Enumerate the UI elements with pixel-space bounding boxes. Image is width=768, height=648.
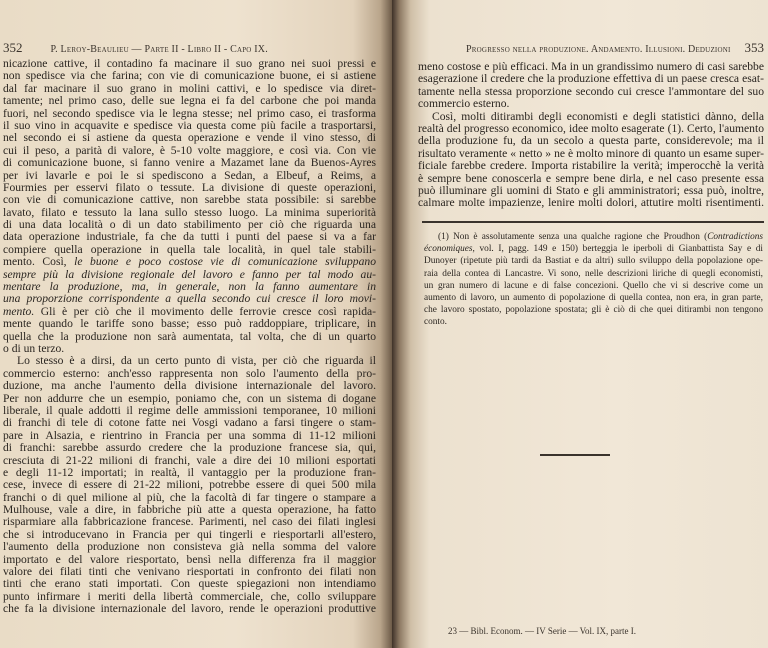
text-segment: Per non addurre che un esempio, poniamo che, con un sistema di dogane — [3, 392, 376, 405]
text-segment: nel secondo ei si astiene da questa operazione e vende il vino stesso, di — [3, 132, 376, 145]
text-line — [3, 132, 376, 144]
text-line — [418, 73, 764, 85]
italic-text: Contradictions — [707, 232, 763, 242]
text-segment: o di un terzo. — [3, 342, 65, 355]
text-line — [3, 442, 376, 454]
text-line — [3, 380, 376, 392]
text-segment: commercio esterno. — [418, 98, 510, 111]
text-line — [418, 135, 764, 147]
end-rule — [540, 454, 610, 456]
text-segment: quella che la produzione non sarà aumentata, tal volta, che di un quarto — [3, 330, 376, 343]
text-segment: meno costose e più efficaci. Ma in un grandissimo numero di casi sarebbe — [418, 61, 764, 73]
text-line — [3, 306, 376, 318]
text-segment: aumento di lavoro, un aumento di popolazione di quella contea, non era, in gran parte, — [424, 292, 763, 303]
text-segment: che fa la divisione internazionale del lavoro, rende le operazioni produttive — [3, 603, 376, 616]
text-segment: valore dei filati tinti che venivano riesportati in confronto dei filati non — [3, 566, 376, 579]
text-line — [3, 541, 376, 553]
text-segment: della produzione fu, da un secolo a questa parte, considerevole; ma il — [418, 135, 764, 148]
running-head: P. Leroy-Beaulieu — Parte II - Libro II - Capo IX. — [50, 44, 268, 55]
text-line — [3, 417, 376, 429]
text-line — [3, 492, 376, 504]
italic-text: le buone e poco costose vie di comunicazione sviluppano — [74, 256, 376, 269]
italic-text: una proporzione corrispondente a quella secondo cui cresce il loro movi- — [3, 293, 376, 306]
text-segment: con vie di comunicazione cattive, non sarebbe stata possibile: si sarebbe — [3, 194, 376, 207]
text-line — [3, 194, 376, 206]
text-segment: e degli 11-12 importati; in realtà, il vantaggio per la produzione fran- — [3, 466, 376, 479]
text-line — [3, 58, 376, 70]
text-segment: di comunicazione buone, si fanno venire a Mazamet lane da Buenos-Ayres — [3, 157, 376, 170]
text-line — [418, 98, 764, 110]
footnote-divider — [422, 221, 764, 223]
text-segment: non spedisce via che farina; con vie di comunicazione buone, ei si astiene — [3, 70, 376, 83]
text-line — [418, 173, 764, 185]
text-line — [3, 343, 376, 355]
text-line — [3, 95, 376, 107]
text-line — [3, 504, 376, 516]
text-line — [3, 529, 376, 541]
text-line — [3, 219, 376, 231]
text-segment: è sempre bene conoscerla e sempre bene dirla, e nel caso presente essa — [418, 172, 764, 185]
text-segment: ficiale farebbe credere. Importa ristabilire la verità; imperocchè la verità — [418, 160, 764, 173]
text-line — [3, 83, 376, 95]
text-segment: dal far macinare il suo grano in molini cattivi, e lo spedisce via diret- — [3, 82, 376, 95]
text-line — [3, 281, 376, 293]
text-segment: di una data località o di un dato stabilimento per ciò che riguarda una — [3, 219, 376, 232]
text-line — [424, 304, 763, 316]
text-line — [3, 455, 376, 467]
text-line — [3, 108, 376, 120]
text-segment: data operazione industriale, fa che da tutti i punti del paese si va a far — [3, 231, 376, 244]
text-line — [3, 157, 376, 169]
text-segment: importato e del valore riesportato, bensì nella differenza fra il maggior — [3, 553, 376, 566]
text-line — [418, 160, 764, 172]
body-text — [3, 58, 376, 616]
text-line — [3, 479, 376, 491]
text-segment: liberale, il quale addotti il regime delle ammissioni temporanee, 10 milioni — [3, 404, 376, 417]
text-segment: di franchi: sarebbe assurdo credere che la produzione francese sia, qui, — [3, 442, 376, 455]
text-segment: commercio esterno: anch'esso rappresenta non solo l'aumento della pro- — [3, 367, 376, 380]
text-line — [3, 256, 376, 268]
text-segment: Lo stesso è a dirsi, da un certo punto di vista, per ciò che riguarda il — [17, 355, 376, 368]
page-number: 352 — [3, 40, 23, 55]
text-line — [3, 405, 376, 417]
text-segment: franchi o di quel milione al più, che la facoltà di far tingere o stampare a — [3, 491, 376, 504]
text-segment: duzione, ma anche l'aumento della divisione internazionale del lavoro. — [3, 380, 376, 393]
text-segment: tamente; nel primo caso, delle sue legna ei fa del carbone che poi manda — [3, 95, 376, 108]
text-segment: che si introducevano in Francia per qui tingerli e riesportarli all'estero, — [3, 528, 376, 541]
text-line — [424, 231, 763, 243]
text-segment: l'aumento della produzione non consisteva già nella somma del valore — [3, 541, 376, 554]
text-line — [424, 255, 763, 267]
text-segment: Mulhouse, vale a dire, in fabbriche più atte a questa operazione, ha fatto — [3, 504, 376, 517]
text-line — [3, 603, 376, 615]
text-line — [3, 170, 376, 182]
text-line — [3, 120, 376, 132]
text-line — [3, 393, 376, 405]
text-segment: compiere quella operazione in quella tale località, in quel tale stabili- — [3, 243, 376, 256]
text-segment: di franchi di tele di cotone fatte nei Vosgi vadano a farsi tingere o stam- — [3, 417, 376, 430]
text-line — [3, 293, 376, 305]
page-number: 353 — [744, 40, 764, 55]
text-line — [3, 331, 376, 343]
page-header — [466, 40, 764, 56]
footnote — [424, 231, 763, 329]
text-segment: mente quando le tariffe sono basse; esso può raddoppiare, triplicare, in — [3, 318, 376, 331]
text-line — [418, 61, 764, 73]
page-header — [3, 40, 268, 56]
text-line — [3, 70, 376, 82]
text-segment: cresciuta di 21-22 milioni di franchi, vale a dire dei 10 milioni esportati — [3, 454, 376, 467]
text-line — [3, 467, 376, 479]
text-line — [3, 231, 376, 243]
text-segment: esagerazione il credere che la produzione effettiva di un paese cresca esat- — [418, 73, 764, 86]
text-segment: tamente nella stessa proporzione secondo cui cresce l'ammontare del suo — [418, 85, 764, 98]
text-line — [424, 280, 763, 292]
running-head: Progresso nella produzione. Andamento. Illusioni. Deduzioni — [466, 44, 731, 55]
text-segment: cui il peso, a parità di valore, è 5-10 volte maggiore, e così via. Con vie — [3, 144, 376, 157]
right-page — [392, 0, 768, 648]
text-line — [424, 292, 763, 304]
text-segment: , vol. I, pagg. 149 e 150) berteggia le iperboli di Gianbattista Say e di — [472, 244, 763, 255]
text-line — [3, 145, 376, 157]
text-line — [418, 111, 764, 123]
text-segment: mento. Così, — [3, 256, 75, 269]
text-segment: conto. — [424, 317, 447, 328]
text-line — [418, 86, 764, 98]
text-segment: risparmiare alla fabbricazione francese. Parimenti, nel caso dei filati inglesi — [3, 516, 376, 529]
text-line — [3, 318, 376, 330]
italic-text: mento. — [3, 305, 35, 318]
text-segment: (1) Non è assolutamente senza una qualche ragione che Proudhon ( — [438, 232, 708, 242]
text-segment: tinti che erano stati importati. Con queste spiegazioni non intendiamo — [3, 578, 376, 591]
text-line — [418, 123, 764, 135]
text-segment: che lavoro spostato, popolazione spostata; gli è ciò di che quei ditirambi non tengono — [424, 305, 763, 316]
text-segment: un gran numero di lacune e di false concezioni. Quello che vi si descrive come un — [424, 280, 763, 291]
text-segment: nicazione cattive, il contadino fa macinare il suo grano nei suoi pressi e — [3, 58, 376, 70]
text-segment: cese, invece di essere di 21-22 milioni, potrebbe essere di quei 500 mila — [3, 479, 376, 492]
text-line — [3, 355, 376, 367]
italic-text: économiques — [424, 244, 473, 255]
text-segment: può illuminare gli uomini di Stato e gli amministratori; essa può, inoltre, — [418, 184, 764, 197]
text-line — [424, 243, 763, 255]
text-line — [424, 268, 763, 280]
text-line — [3, 516, 376, 528]
text-line — [3, 566, 376, 578]
signature-line: 23 — Bibl. Econom. — IV Serie — Vol. IX, parte I. — [448, 626, 636, 636]
text-segment: realtà del progresso economico, idee molto esagerate (1). Certo, l'aumento — [418, 122, 764, 135]
text-line — [3, 244, 376, 256]
text-line — [3, 578, 376, 590]
text-line — [3, 430, 376, 442]
body-text — [418, 61, 764, 210]
italic-text: mentare la produzione, ma, in generale, non la fanno aumentare in — [3, 281, 376, 294]
text-line — [3, 591, 376, 603]
text-segment: calmare molte impazienze, lenire molti dolori, attutire molti risentimenti. — [418, 197, 764, 210]
text-segment: Fourmies per esservi filato o tessute. La divisione di queste operazioni, — [3, 181, 376, 194]
text-line — [3, 368, 376, 380]
text-segment: raia della contea di Lancastre. Vi sono, nelle descrizioni liriche di quegli economisti, — [424, 268, 763, 279]
text-segment: risultato veramente « netto » ne è molto minore di quanto un esame super- — [418, 147, 764, 160]
text-segment: Così, molti ditirambi degli economisti e degli statistici dànno, della — [432, 110, 764, 123]
text-segment: Gli è per ciò che il movimento delle ferrovie cresce così rapida- — [34, 305, 376, 318]
text-line — [3, 554, 376, 566]
text-segment: lavato, filato e tessuto la lana sullo stesso luogo. La minima superiorità — [3, 206, 376, 219]
text-line — [3, 182, 376, 194]
text-segment: pare in Alsazia, e rientrino in Francia per una somma di 11-12 milioni — [3, 429, 376, 442]
text-segment: fuori, nel secondo spedisce via le legna stesse; nel primo caso, ei trasforma — [3, 107, 376, 120]
text-segment: punto infirmare i meriti della libertà commerciale, che, collo sviluppare — [3, 590, 376, 603]
text-segment: per ivi lavarle e poi le si spediscono a Sedan, a Elbeuf, a Reims, a — [3, 169, 376, 182]
text-line — [3, 269, 376, 281]
text-line — [418, 148, 764, 160]
text-segment: Dunoyer (ripetute più tardi da Bastiat e da altri) sullo sviluppo della popolazione ope- — [424, 256, 763, 267]
text-segment: il suo vino in acquavite e spedisce via questa come più facile a trasportarsi, — [3, 119, 376, 132]
text-line — [3, 207, 376, 219]
text-line — [424, 316, 763, 328]
italic-text: sempre più la divisione regionale del lavoro e fanno per tal modo au- — [3, 268, 376, 281]
text-line — [418, 185, 764, 197]
text-line — [418, 197, 764, 209]
